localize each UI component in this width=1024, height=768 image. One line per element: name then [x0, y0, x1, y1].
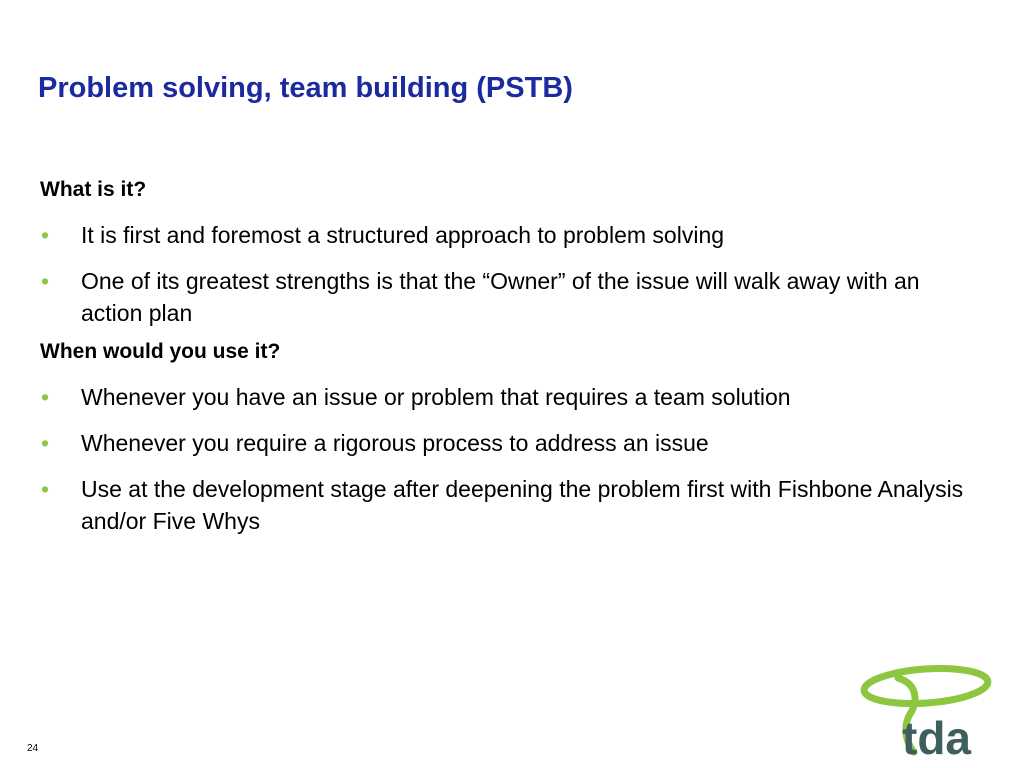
slide-content [40, 175, 980, 537]
bullet-item [40, 427, 980, 459]
bullet-text: One of its greatest strengths is that the “Owner” of the issue will walk away with an action plan [81, 268, 920, 326]
section-heading: When would you use it? [40, 340, 281, 363]
section-when-to-use [40, 337, 980, 537]
bullet-text: It is first and foremost a structured approach to problem solving [81, 222, 725, 248]
slide-title: Problem solving, team building (PSTB) [38, 72, 573, 104]
page-number: 24 [27, 743, 39, 754]
bullet-item [40, 473, 980, 537]
bullet-text: Whenever you have an issue or problem that requires a team solution [81, 384, 791, 410]
bullet-icon: • [41, 268, 50, 294]
section-heading: What is it? [40, 178, 147, 201]
bullet-icon: • [41, 430, 50, 456]
tda-logo-icon [858, 662, 1000, 760]
bullet-icon: • [41, 476, 50, 502]
logo-swoosh [863, 665, 989, 708]
bullet-list [40, 219, 980, 329]
bullet-list [40, 381, 980, 537]
bullet-icon: • [41, 384, 50, 410]
bullet-text: Whenever you require a rigorous process to address an issue [81, 430, 709, 456]
bullet-item [40, 265, 980, 329]
logo-wordmark: tda [902, 712, 971, 760]
bullet-icon: • [41, 222, 50, 248]
bullet-item [40, 381, 980, 413]
section-what-is-it [40, 175, 980, 329]
bullet-text: Use at the development stage after deepening the problem first with Fishbone Analysis and/or Five Whys [81, 476, 964, 534]
bullet-item [40, 219, 980, 251]
